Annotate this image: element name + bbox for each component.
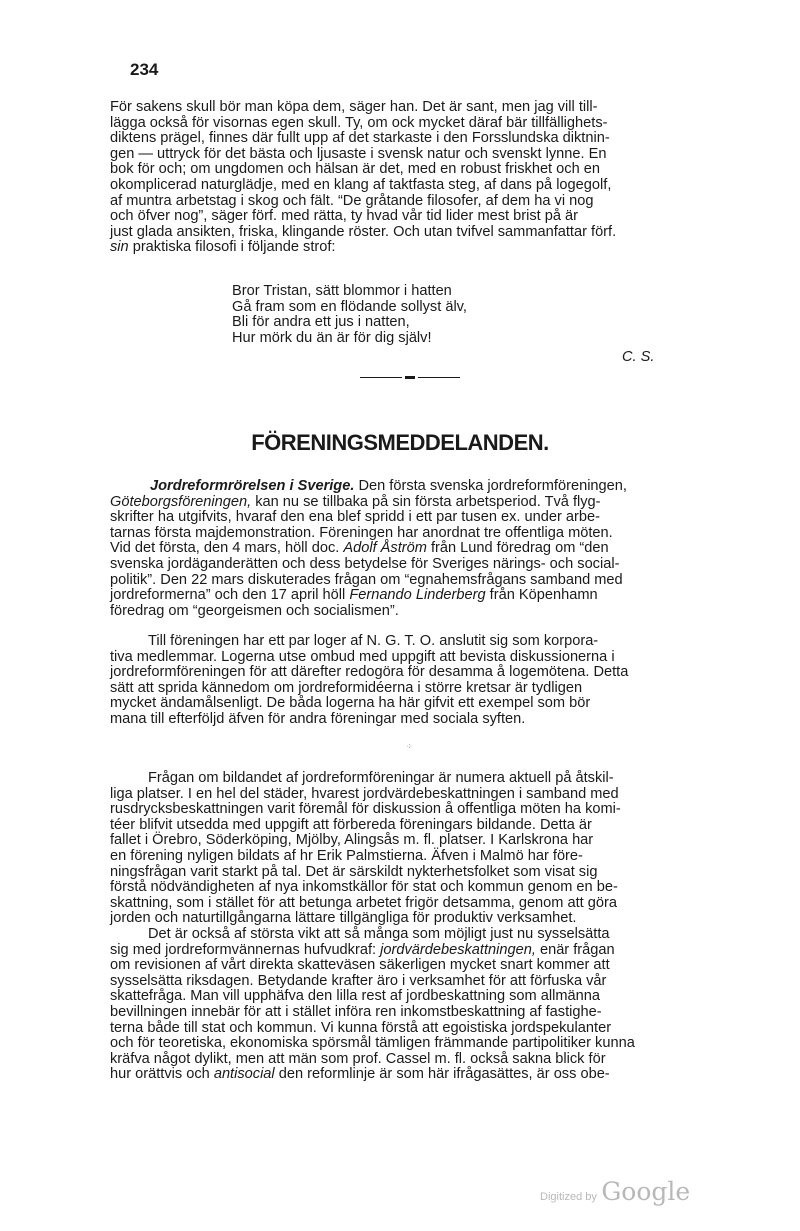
paragraph-title: Jordreformrörelsen i Sverige. xyxy=(150,478,355,494)
text-line: rusdrycksbeskattningen varit föremål för diskussion å offentliga möten ha komi- xyxy=(110,801,621,818)
text-line: fallet i Örebro, Söderköping, Mjölby, Alingsås m. fl. platser. I Karlskrona har xyxy=(110,832,594,849)
text-line: politik”. Den 22 mars diskuterades frågan om “egnahemsfrågans samband med xyxy=(110,571,623,588)
person-name: Adolf Åström xyxy=(343,540,427,557)
text: från Lund föredrag om “den xyxy=(426,540,609,557)
text-line: terna både till stat och kommun. Vi kunna förstå att egoistiska jordspekulanter xyxy=(110,1019,612,1036)
text-line: Till föreningen har ett par loger af N. G. T. O. anslutit sig som korpora- xyxy=(148,633,599,649)
text: kan nu se tillbaka på sin första arbetsperiod. Två flyg- xyxy=(251,493,601,510)
text-line: tiva medlemmar. Logerna utse ombud med uppgift att bevista diskussionerna i xyxy=(110,648,615,665)
text-line: af muntra arbetstag i skog och fält. “De gråtande filosofer, af dem ha vi nog xyxy=(110,192,594,209)
text-line: mana till efterföljd äfven för andra föreningar med sociala syften. xyxy=(110,710,526,727)
text-line: sysselsätta riksdagen. Betydande krafter äro i verksamhet för att förfuska vår xyxy=(110,972,607,989)
text-line: och öfver nog”, säger förf. med rätta, ty hvad vår tid lider mest brist på är xyxy=(110,208,579,225)
text-line xyxy=(110,495,710,511)
text-line: just glada ansikten, friska, klingande röster. Och utan tvifvel sammanfattar förf. xyxy=(110,223,617,240)
text-line xyxy=(110,479,710,495)
text-line: liga platser. I en hel del städer, hvarest jordvärdebeskattningen i samband med xyxy=(110,785,619,802)
text-line: téer blifvit utsedda med uppgift att förbereda föreningars bildande. Detta är xyxy=(110,816,592,833)
emphasis: jordvärdebeskattningen, xyxy=(380,941,536,958)
section-divider xyxy=(360,376,460,380)
text: den reformlinje är som här ifrågasättes, är oss obe- xyxy=(274,1066,610,1083)
text-line: diktens prägel, finnes där fullt upp af det starkaste i den Forsslundska diktnin- xyxy=(110,130,610,147)
text-line: För sakens skull bör man köpa dem, säger han. Det är sant, men jag vill till- xyxy=(110,99,598,115)
text-line xyxy=(110,541,710,557)
news-paragraph xyxy=(110,927,710,1083)
text-line: Frågan om bildandet af jordreformföreningar är numera aktuell på åtskil- xyxy=(148,770,614,786)
section-heading: FÖRENINGSMEDDELANDEN. xyxy=(251,430,549,455)
text-line: en förening nyligen bildats af hr Erik Palmstierna. Äfven i Malmö har före- xyxy=(110,847,583,864)
poem-line: Bli för andra ett jus i natten, xyxy=(232,314,410,331)
emphasis: antisocial xyxy=(213,1066,275,1083)
text-line xyxy=(110,1067,710,1083)
text-line: och för teoretiska, ekonomiska spörsmål tämligen främmande partipolitiker kunna xyxy=(110,1035,635,1052)
scan-mark-icon: ⁘ xyxy=(406,742,413,751)
text: Den första svenska jordreformföreningen, xyxy=(354,478,627,494)
poem-line: Hur mörk du än är för dig själv! xyxy=(232,329,432,346)
emphasis: sin xyxy=(110,239,129,256)
text-line: mycket ändamålsenligt. De båda logerna ha här gifvit ett exempel som bör xyxy=(110,695,591,712)
poem-stanza xyxy=(232,284,467,346)
text: hur orättvis och xyxy=(110,1066,214,1083)
text-line: ningsfrågan varit starkt på tal. Det är särskildt nykterhetsfolket som visat sig xyxy=(110,863,598,880)
person-name: Fernando Linderberg xyxy=(349,587,486,604)
text-line: föredrag om “georgeismen och socialismen”. xyxy=(110,602,399,619)
text-line: kräfva något dylikt, men att män som prof. Cassel m. fl. också sakna blick för xyxy=(110,1050,606,1067)
text-line: skattefråga. Man vill upphäfva den lilla rest af jordbeskattning som allmänna xyxy=(110,988,600,1005)
text-line: tarnas första majdemonstration. Föreningen har anordnat tre offentliga möten. xyxy=(110,524,613,541)
text-line: gen — uttryck för det bästa och ljusaste i svensk natur och svenskt lynne. En xyxy=(110,145,607,162)
text-line: bok för och; om ungdomen och hälsan är det, med en robust friskhet och en xyxy=(110,161,600,178)
digitized-watermark xyxy=(540,1177,690,1206)
text: enär frågan xyxy=(535,941,615,958)
text-line: sätt att sprida kännedom om jordreformidéerna i större kretsar är tydligen xyxy=(110,679,583,696)
text-line: Det är också af största vikt att så många som möjligt just nu sysselsätta xyxy=(148,926,610,942)
text-line: svenska jordäganderätten och dess betydelse för Sveriges närings- och social- xyxy=(110,555,620,572)
news-paragraph xyxy=(110,479,710,619)
author-signature: C. S. xyxy=(622,349,655,365)
watermark-prefix: Digitized by xyxy=(540,1191,597,1203)
review-paragraph xyxy=(110,100,710,256)
text-line: jorden och naturtillgångarna lättare tillgängliga för produktiv verksamhet. xyxy=(110,910,577,927)
emphasis: Göteborgsföreningen, xyxy=(110,493,252,510)
text-line xyxy=(110,240,710,256)
text: praktiska filosofi i följande strof: xyxy=(128,239,336,256)
text-line: skrifter ha utgifvits, hvaraf den ena blef spridd i ett par tusen ex. under arbe- xyxy=(110,509,600,526)
news-paragraph xyxy=(110,771,710,927)
watermark-brand: Google xyxy=(601,1177,691,1206)
text: sig med jordreformvännernas hufvudkraf: xyxy=(110,941,381,958)
text-line: jordreformföreningen för att därefter redogöra för desamma å logemötena. Detta xyxy=(110,664,629,681)
text-line: skattning, som i stället för att betunga arbetet frigör detsamma, genom att göra xyxy=(110,894,617,911)
text-line: om revisionen af vårt direkta skatteväsen säkerligen mycket snart kommer att xyxy=(110,957,610,974)
text-line: förstå nödvändigheten af nya inkomstkällor för stat och kommun genom en be- xyxy=(110,879,618,896)
text: från Köpenhamn xyxy=(485,587,598,604)
text-line: lägga också för visornas egen skull. Ty, om ock mycket däraf bär tillfällighets- xyxy=(110,114,608,131)
page-number: 234 xyxy=(130,60,159,79)
text-line xyxy=(110,588,710,604)
text: Vid det första, den 4 mars, höll doc. xyxy=(110,540,344,557)
news-paragraph xyxy=(110,634,710,728)
poem-line: Gå fram som en flödande sollyst älv, xyxy=(232,298,467,315)
text-line: okomplicerad naturglädje, med en klang af taktfasta steg, af dans på logegolf, xyxy=(110,176,612,193)
text-line xyxy=(110,943,710,959)
text: jordreformerna” och den 17 april höll xyxy=(110,587,350,604)
poem-line: Bror Tristan, sätt blommor i hatten xyxy=(232,283,452,299)
text-line: bevillningen innebär för att i stället införa ren inkomstbeskattning af fastighe- xyxy=(110,1003,602,1020)
